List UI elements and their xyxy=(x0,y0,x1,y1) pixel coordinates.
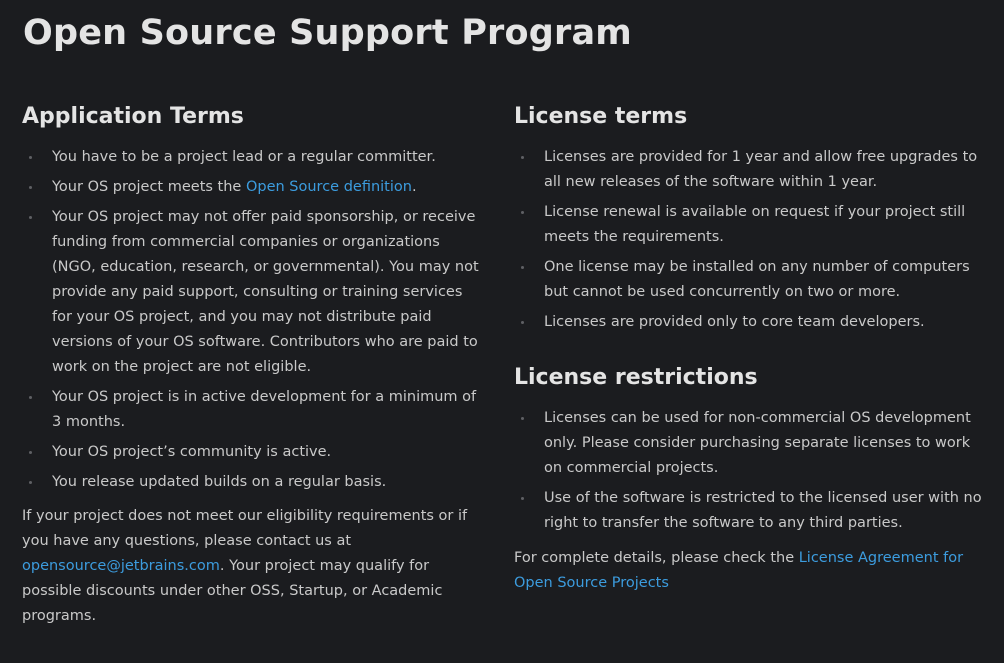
list-item xyxy=(514,255,984,305)
contact-text-post: . Your project may qualify for possible discounts under other OSS, Startup, or Academic programs. xyxy=(22,558,443,624)
bullet-icon xyxy=(521,211,524,214)
list-item xyxy=(22,145,484,170)
list-item xyxy=(514,145,984,195)
list-item xyxy=(22,385,484,435)
bullet-icon xyxy=(521,497,524,500)
bullet-icon xyxy=(29,186,32,189)
list-item-text: You have to be a project lead or a regular committer. xyxy=(52,149,436,165)
license-restrictions-list xyxy=(514,406,984,536)
list-item xyxy=(22,205,484,380)
eligibility-contact-paragraph xyxy=(22,504,484,629)
list-item xyxy=(22,175,484,200)
license-restrictions-heading: License restrictions xyxy=(514,365,758,390)
list-item xyxy=(514,406,984,481)
list-item xyxy=(514,486,984,536)
bullet-icon xyxy=(29,216,32,219)
contact-text-pre: If your project does not meet our eligibility requirements or if you have any questions, please contact us at xyxy=(22,508,468,549)
complete-details-paragraph xyxy=(514,546,984,596)
license-section xyxy=(514,101,984,596)
list-item-text: Licenses are provided for 1 year and allow free upgrades to all new releases of the software within 1 year. xyxy=(544,149,978,190)
application-terms-heading: Application Terms xyxy=(22,104,244,129)
list-item-text: License renewal is available on request if your project still meets the requirements. xyxy=(544,204,966,245)
list-item-text-pre: Your OS project meets the xyxy=(52,179,246,195)
bullet-icon xyxy=(29,481,32,484)
list-item xyxy=(22,470,484,495)
list-item-text: One license may be installed on any number of computers but cannot be used concurrently on two or more. xyxy=(544,259,970,300)
bullet-icon xyxy=(29,156,32,159)
license-terms-heading: License terms xyxy=(514,104,688,129)
list-item-text: Your OS project’s community is active. xyxy=(52,444,332,460)
bullet-icon xyxy=(521,266,524,269)
list-item-text: Licenses are provided only to core team developers. xyxy=(544,314,925,330)
list-item xyxy=(514,200,984,250)
list-item-text: Use of the software is restricted to the licensed user with no right to transfer the software to any third parties. xyxy=(544,490,982,531)
list-item-text: You release updated builds on a regular basis. xyxy=(52,474,387,490)
bullet-icon xyxy=(521,321,524,324)
details-text-pre: For complete details, please check the xyxy=(514,550,799,566)
bullet-icon xyxy=(521,156,524,159)
open-source-definition-link[interactable]: Open Source definition xyxy=(245,179,412,195)
page-title: Open Source Support Program xyxy=(23,13,632,53)
license-agreement-link[interactable]: License Agreement for Open Source Projects xyxy=(514,550,964,591)
list-item xyxy=(514,310,984,335)
list-item-text: Your OS project may not offer paid sponsorship, or receive funding from commercial companies or organizations (NGO, education, research, or governmental). You may not provide any paid support, consulting or training services for your OS project, and you may not distribute paid versions of your OS software. Contributors who are paid to work on the project are not eligible. xyxy=(52,209,479,375)
list-item-text: Your OS project is in active development for a minimum of 3 months. xyxy=(52,389,477,430)
bullet-icon xyxy=(29,396,32,399)
list-item xyxy=(22,440,484,465)
application-terms-list xyxy=(22,145,484,495)
list-item-text-post: . xyxy=(411,179,417,195)
license-terms-list xyxy=(514,145,984,335)
bullet-icon xyxy=(521,417,524,420)
list-item-text: Licenses can be used for non-commercial OS development only. Please consider purchasing separate licenses to work on commercial projects. xyxy=(544,410,971,476)
contact-email-link[interactable]: opensource@jetbrains.com xyxy=(22,558,220,574)
bullet-icon xyxy=(29,451,32,454)
application-terms-section xyxy=(22,101,484,629)
